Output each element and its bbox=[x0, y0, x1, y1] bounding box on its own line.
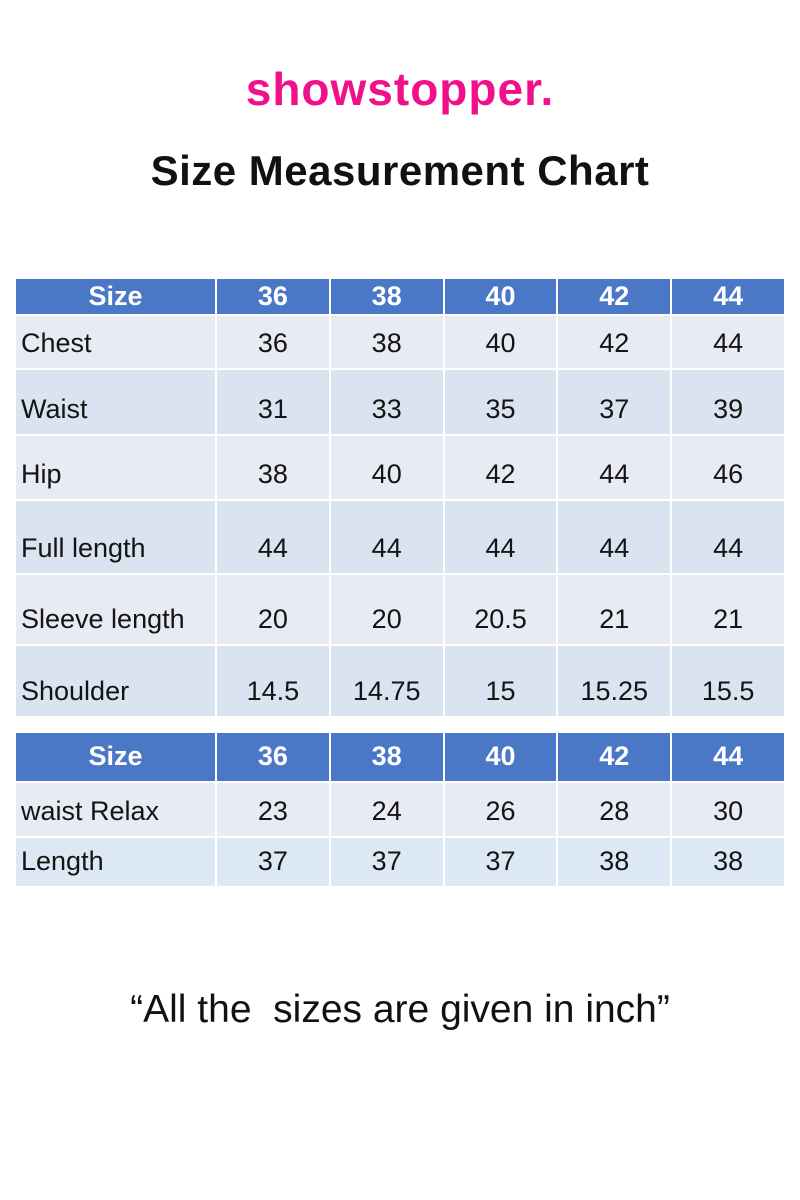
cell-value: 28 bbox=[557, 782, 671, 837]
size-table-upper bbox=[14, 277, 786, 718]
header-cell-40: 40 bbox=[444, 732, 558, 782]
row-label: Chest bbox=[15, 315, 216, 369]
cell-value: 20 bbox=[330, 574, 444, 645]
table-row-hip bbox=[15, 435, 785, 500]
header-cell-40: 40 bbox=[444, 278, 558, 315]
table-row-waist-relax bbox=[15, 782, 785, 837]
cell-value: 38 bbox=[671, 837, 785, 887]
cell-value: 40 bbox=[330, 435, 444, 500]
cell-value: 40 bbox=[444, 315, 558, 369]
table-header-row bbox=[15, 732, 785, 782]
cell-value: 24 bbox=[330, 782, 444, 837]
header-cell-44: 44 bbox=[671, 278, 785, 315]
cell-value: 35 bbox=[444, 369, 558, 435]
cell-value: 46 bbox=[671, 435, 785, 500]
cell-value: 33 bbox=[330, 369, 444, 435]
header-cell-36: 36 bbox=[216, 278, 330, 315]
row-label: Sleeve length bbox=[15, 574, 216, 645]
cell-value: 38 bbox=[216, 435, 330, 500]
row-label: Shoulder bbox=[15, 645, 216, 717]
table-row-waist bbox=[15, 369, 785, 435]
cell-value: 21 bbox=[671, 574, 785, 645]
cell-value: 14.5 bbox=[216, 645, 330, 717]
cell-value: 44 bbox=[330, 500, 444, 574]
cell-value: 44 bbox=[557, 435, 671, 500]
row-label: Length bbox=[15, 837, 216, 887]
cell-value: 36 bbox=[216, 315, 330, 369]
page-title: Size Measurement Chart bbox=[150, 146, 650, 194]
header-cell-36: 36 bbox=[216, 732, 330, 782]
cell-value: 30 bbox=[671, 782, 785, 837]
header-cell-38: 38 bbox=[330, 732, 444, 782]
brand-logo: showstopper. bbox=[245, 63, 555, 115]
cell-value: 37 bbox=[330, 837, 444, 887]
header-cell-38: 38 bbox=[330, 278, 444, 315]
header-cell-size: Size bbox=[15, 732, 216, 782]
table-row-shoulder bbox=[15, 645, 785, 717]
cell-value: 44 bbox=[444, 500, 558, 574]
cell-value: 38 bbox=[330, 315, 444, 369]
header-cell-size: Size bbox=[15, 278, 216, 315]
header-cell-44: 44 bbox=[671, 732, 785, 782]
row-label: Hip bbox=[15, 435, 216, 500]
header-cell-42: 42 bbox=[557, 278, 671, 315]
cell-value: 15.25 bbox=[557, 645, 671, 717]
row-label: waist Relax bbox=[15, 782, 216, 837]
table-row-full-length bbox=[15, 500, 785, 574]
cell-value: 44 bbox=[671, 500, 785, 574]
table-row-sleeve-length bbox=[15, 574, 785, 645]
cell-value: 38 bbox=[557, 837, 671, 887]
cell-value: 20.5 bbox=[444, 574, 558, 645]
table-row-chest bbox=[15, 315, 785, 369]
cell-value: 42 bbox=[557, 315, 671, 369]
cell-value: 44 bbox=[216, 500, 330, 574]
cell-value: 14.75 bbox=[330, 645, 444, 717]
cell-value: 23 bbox=[216, 782, 330, 837]
row-label: Full length bbox=[15, 500, 216, 574]
cell-value: 37 bbox=[557, 369, 671, 435]
row-label: Waist bbox=[15, 369, 216, 435]
table-header-row bbox=[15, 278, 785, 315]
cell-value: 31 bbox=[216, 369, 330, 435]
cell-value: 37 bbox=[444, 837, 558, 887]
cell-value: 42 bbox=[444, 435, 558, 500]
cell-value: 44 bbox=[671, 315, 785, 369]
cell-value: 15.5 bbox=[671, 645, 785, 717]
cell-value: 44 bbox=[557, 500, 671, 574]
header-cell-42: 42 bbox=[557, 732, 671, 782]
cell-value: 21 bbox=[557, 574, 671, 645]
cell-value: 39 bbox=[671, 369, 785, 435]
table-row-length bbox=[15, 837, 785, 887]
units-footnote: “All the sizes are given in inch” bbox=[130, 987, 670, 1031]
cell-value: 15 bbox=[444, 645, 558, 717]
cell-value: 26 bbox=[444, 782, 558, 837]
cell-value: 20 bbox=[216, 574, 330, 645]
size-table-lower bbox=[14, 731, 786, 888]
cell-value: 37 bbox=[216, 837, 330, 887]
